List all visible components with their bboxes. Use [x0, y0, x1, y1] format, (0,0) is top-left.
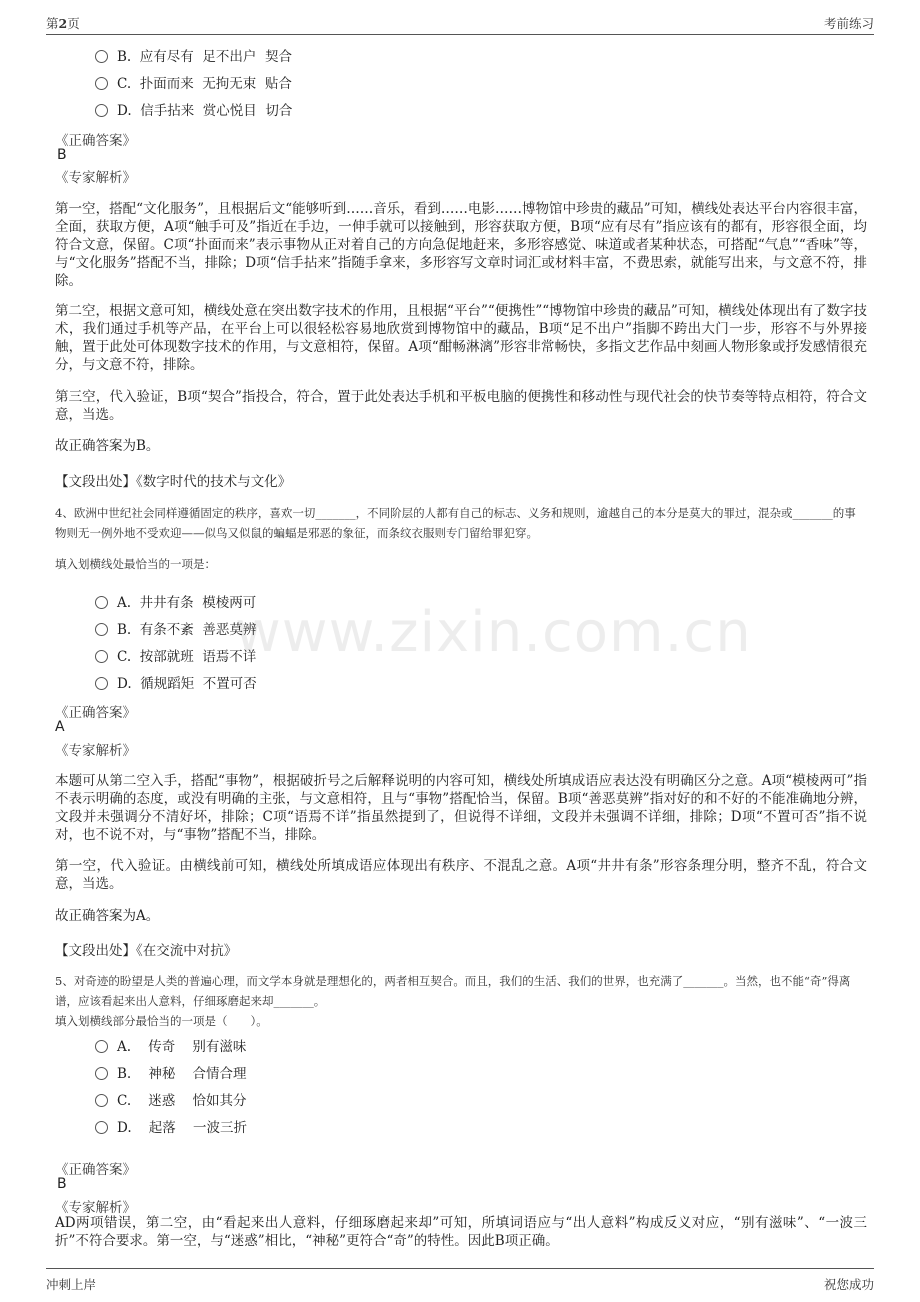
answer-label: 《正确答案》	[55, 705, 136, 721]
answer-value: B	[57, 1176, 67, 1192]
radio-icon[interactable]	[95, 104, 108, 117]
option-c[interactable]: C. 按部就班 语焉不详	[95, 645, 256, 665]
page-number: 第2页	[46, 16, 80, 31]
option-b[interactable]: B. 有条不紊 善恶莫辨	[95, 618, 256, 638]
analysis-label: 《专家解析》	[55, 743, 136, 759]
option-d[interactable]: D. 循规蹈矩 不置可否	[95, 672, 257, 692]
radio-icon[interactable]	[95, 623, 108, 636]
answer-label: 《正确答案》	[55, 1162, 136, 1178]
analysis-paragraph: 第三空，代入验证，B项“契合”指投合，符合，置于此处表达手机和平板电脑的便携性和移动性与现代社会的快节奏等特点相符，符合文意，当选。	[55, 389, 867, 423]
radio-icon[interactable]	[95, 677, 108, 690]
answer-label: 《正确答案》	[55, 133, 136, 149]
watermark: www.zixin.com.cn	[235, 600, 752, 665]
option-a[interactable]: A. 井井有条 模棱两可	[95, 591, 256, 611]
option-c[interactable]: C. 迷惑 恰如其分	[95, 1089, 246, 1109]
radio-icon[interactable]	[95, 1121, 108, 1134]
question-prompt: 填入划横线部分最恰当的一项是（ ）。	[55, 1014, 268, 1028]
option-d[interactable]: D. 起落 一波三折	[95, 1116, 247, 1136]
analysis-conclusion: 故正确答案为B。	[55, 438, 160, 454]
analysis-paragraph: 本题可从第二空入手，搭配“事物”，根据破折号之后解释说明的内容可知，横线处所填成语应表达没有明确区分之意。A项“模棱两可”指不表示明确的态度，或没有明确的主张，与文意相符，且与“事物”搭配恰当，保留。B项“善恶莫辨”指对好的和不好的不能准确地分辨，文段并未强调分不清好坏，排除；C项“语焉不详”指虽然提到了，但说得不详细，文段并未强调不详细，排除；D项“不置可否”指不说对，也不说不对，与“事物”搭配不当，排除。	[55, 773, 867, 843]
radio-icon[interactable]	[95, 77, 108, 90]
footer-right-text: 祝您成功	[823, 1277, 874, 1292]
option-b[interactable]: B. 神秘 合情合理	[95, 1062, 247, 1082]
analysis-paragraph: 第一空，搭配“文化服务”，且根据后文“能够听到……音乐，看到……电影……博物馆中珍贵的藏品”可知，横线处表达平台内容很丰富，全面，获取方便，A项“触手可及”指近在手边，一伸手就可以接触到，形容获取方便，B项“应有尽有”指应该有的都有，形容很全面，均符合文意，保留。C项“扑面而来”表示事物从正对着自己的方向急促地赶来，多形容感觉、味道或者某种状态，可搭配“气息”“香味”等，与“文化服务”搭配不当，排除；D项“信手拈来”指随手拿来，多形容写文章时词汇或材料丰富，不费思索，就能写出来，与文意不符，排除。	[55, 201, 867, 289]
radio-icon[interactable]	[95, 596, 108, 609]
source-note: 【文段出处】《在交流中对抗》	[55, 943, 238, 959]
answer-value: B	[57, 147, 67, 163]
analysis-paragraph: 第二空，根据文意可知，横线处意在突出数字技术的作用，且根据“平台”“便携性”“博物馆中珍贵的藏品”可知，横线处体现出有了数字技术，我们通过手机等产品，在平台上可以很轻松容易地欣赏到博物馆中的藏品，B项“足不出户”指脚不跨出大门一步，形容不与外界接触，置于此处可体现数字技术的作用，与文意相符，保留。A项“酣畅淋漓”形容非常畅快，多指文艺作品中刻画人物形象或抒发感情很充分，与文意不符，排除。	[55, 303, 867, 373]
analysis-conclusion: 故正确答案为A。	[55, 908, 160, 924]
option-a[interactable]: A. 传奇 别有滋味	[95, 1035, 246, 1055]
radio-icon[interactable]	[95, 1040, 108, 1053]
header-right-text: 考前练习	[823, 16, 874, 31]
source-note: 【文段出处】《数字时代的技术与文化》	[55, 474, 292, 490]
option-b[interactable]: B. 应有尽有 足不出户 契合	[95, 45, 292, 65]
option-c[interactable]: C. 扑面而来 无拘无束 贴合	[95, 72, 292, 92]
question-prompt: 填入划横线处最恰当的一项是：	[55, 557, 216, 571]
question-stem: 5、对奇迹的盼望是人类的普遍心理，而文学本身就是理想化的，两者相互契合。而且，我们的生活、我们的世界，也充满了_______。当然，也不能“奇”得离谱，应该看起来出人意料，仔细琢磨起来却_______。	[55, 974, 851, 1008]
answer-value: A	[55, 719, 65, 735]
analysis-label: 《专家解析》	[55, 1200, 136, 1216]
footer-left-text: 冲刺上岸	[46, 1277, 97, 1292]
analysis-label: 《专家解析》	[55, 170, 136, 186]
option-d[interactable]: D. 信手拈来 赏心悦目 切合	[95, 99, 292, 119]
question-stem: 4、欧洲中世纪社会同样遵循固定的秩序，喜欢一切_______，不同阶层的人都有自己的标志、义务和规则，逾越自己的本分是莫大的罪过，混杂或_______的事物则无一例外地不受欢迎——似鸟又似鼠的蝙蝠是邪恶的象征，而条纹衣服则专门留给罪犯穿。	[55, 506, 856, 540]
page-header	[46, 12, 874, 35]
page-footer	[46, 1268, 874, 1293]
radio-icon[interactable]	[95, 650, 108, 663]
analysis-paragraph: 第一空，代入验证。由横线前可知，横线处所填成语应体现出有秩序、不混乱之意。A项“井井有条”形容条理分明，整齐不乱，符合文意，当选。	[55, 858, 867, 892]
radio-icon[interactable]	[95, 50, 108, 63]
analysis-paragraph: AD两项错误，第二空，由“看起来出人意料，仔细琢磨起来却”可知，所填词语应与“出人意料”构成反义对应，“别有滋味”、“一波三折”不符合要求。第一空，与“迷惑”相比，“神秘”更符合“奇”的特性。因此B项正确。	[55, 1215, 867, 1249]
radio-icon[interactable]	[95, 1067, 108, 1080]
radio-icon[interactable]	[95, 1094, 108, 1107]
